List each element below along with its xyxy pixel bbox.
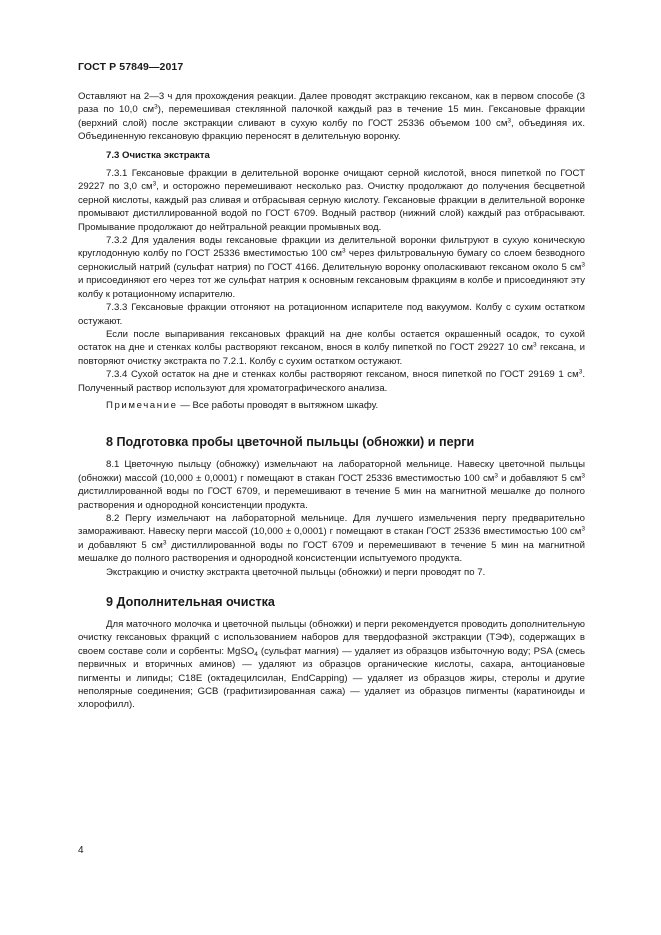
paragraph-8-3: Экстракцию и очистку экстракта цветочной пыльцы (обножки) и перги проводят по 7.: [106, 566, 486, 578]
paragraph-8-1: 8.1 Цветочную пыльцу (обножку) измельчают на лабораторной мельнице. Навеску цветочной пыльцы (обножки) массой (10,000 ± 0,0001) г помещают в стакан ГОСТ 25336 вместимостью 100 $см^3$ и добавляют 5 $см^3$ дистиллированной воды по ГОСТ 6709, и перемешивают в течение 5 мин на магнитной мешалке до полного растворения и однородной консистенции продукта.: [78, 459, 586, 511]
heading-7-3: 7.3 Очистка экстракта: [106, 149, 210, 161]
document-header: ГОСТ Р 57849—2017: [78, 61, 184, 73]
document-body: [78, 90, 585, 712]
heading-section-8: 8 Подготовка пробы цветочной пыльцы (обножки) и перги: [106, 435, 475, 450]
paragraph-7-3-2: 7.3.2 Для удаления воды гексановые фракции из делительной воронки фильтруют в сухую коническую круглодонную колбу по ГОСТ 25336 вместимостью 100 $см^3$ через фильтровальную бумагу со слоем безводного сернокислый натрий (сульфат натрия) по ГОСТ 4166. Делительную воронку ополаскивают гексаном около 5 $см^3$ и присоединяют его через тот же сульфат натрия к основным гексановым фракциям в колбе и присоединяют эту колбу к ротационному испарителю.: [78, 235, 585, 300]
paragraph-7-3-4: 7.3.4 Сухой остаток на дне и стенках колбы растворяют гексаном, внося пипеткой по ГОСТ 29169 1 $см^3$. Полученный раствор используют для хроматографического анализа.: [78, 368, 585, 394]
page-number: 4: [78, 845, 84, 856]
paragraph-9-1: Для маточного молочка и цветочной пыльцы (обножки) и перги рекомендуется проводить дополнительную очистку гексановых фракций с использованием наборов для твердофазной экстракции (ТЭФ), содержащих в своем составе соли и сорбенты: MgSO$_4$ (сульфат магния) — удаляет из образцов избыточную воду; PSA (смесь первичных и вторичных аминов) — удаляют из образцов органические кислоты, сахара, антоциановые пигменты и липиды; C18E (октадецилсилан, EndCapping) — удаляет из образцов жиры, стеролы и другие неполярные соединения; GCB (графитизированная сажа) — удаляет из образцов пигменты (каратиноиды и хлорофилл).: [78, 619, 585, 711]
paragraph-8-2: 8.2 Пергу измельчают на лабораторной мельнице. Для лучшего измельчения пергу предварительно замораживают. Навеску перги массой (10,000 ± 0,0001) г помещают в стакан ГОСТ 25336 вместимостью 100 $см^3$ и добавляют 5 $см^3$ дистиллированной воды по ГОСТ 6709 и перемешивают в течение 5 мин на магнитной мешалке до полного растворения и однородной консистенции испытуемого продукта.: [78, 512, 585, 565]
paragraph-intro: Оставляют на 2—3 ч для прохождения реакции. Далее проводят экстракцию гексаном, как в первом способе (3 раза по 10,0 $см^3$), перемешивая стеклянной палочкой каждый раз в течение 15 мин. Гексановые фракции (верхний слой) после экстракции сливают в сухую колбу по ГОСТ 25336 объемом 100 $см^3$, объединяя их. Объединенную гексановую фракцию переносят в делительную воронку.: [78, 91, 586, 143]
paragraph-7-3-1: 7.3.1 Гексановые фракции в делительной воронке очищают серной кислотой, внося пипеткой по ГОСТ 29227 по 3,0 $см^3$, и осторожно перемешивают несколько раз. Очистку продолжают до получения бесцветной серной кислоты, каждый раз сливая и отбрасывая серную кислоту. Гексановые фракции в делительной воронке промывают дистиллированной водой по ГОСТ 6709. Водный раствор (нижний слой) каждый раз отбрасывают. Промывание продолжают до нейтральной реакции промывных вод.: [78, 168, 585, 233]
heading-section-9: 9 Дополнительная очистка: [106, 595, 275, 609]
paragraph-7-3-3-continued: Если после выпаривания гексановых фракций на дне колбы остается окрашенный осадок, то сухой остаток на дне и стенках колбы растворяют гексаном, внося в колбу пипеткой по ГОСТ 29227 10 $см^3$ гексана, и повторяют очистку экстракта по 7.2.1. Колбу с сухим остатком остужают.: [78, 328, 585, 367]
paragraph-7-3-3: 7.3.3 Гексановые фракции отгоняют на ротационном испарителе под вакуумом. Колбу с сухим остатком остужают.: [78, 302, 585, 327]
note: Примечание — Все работы проводят в вытяжном шкафу.: [106, 399, 379, 411]
note-label: Примечание: [106, 399, 178, 411]
